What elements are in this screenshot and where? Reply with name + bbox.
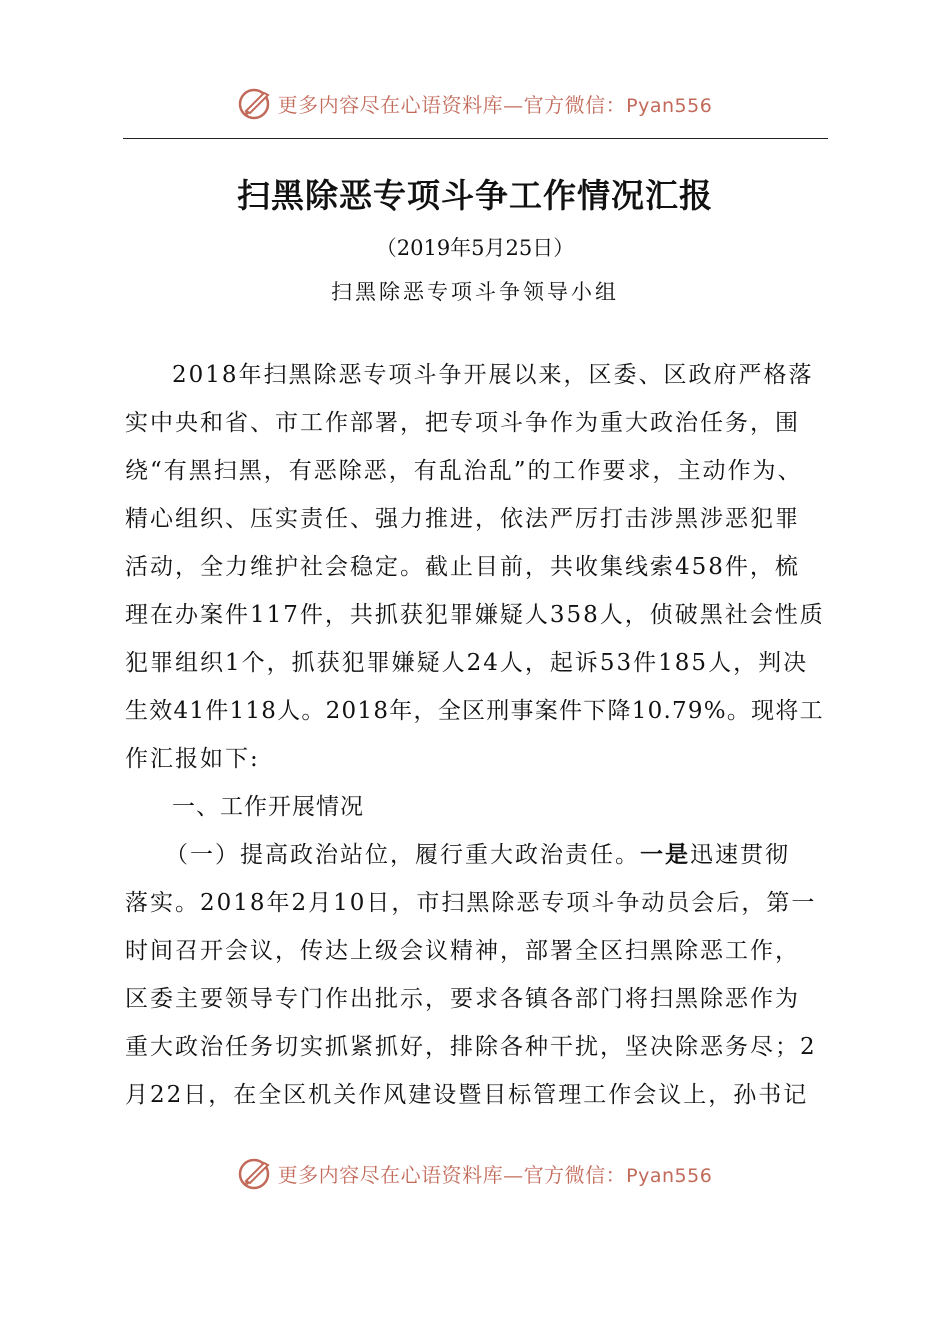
watermark-header (0, 83, 950, 123)
paragraph-line: 犯罪组织1个，抓获犯罪嫌疑人24人，起诉53件185人，判决 (125, 650, 809, 676)
document-title: 扫黑除恶专项斗争工作情况汇报 (237, 176, 713, 215)
paragraph-line: 作汇报如下: (125, 746, 260, 772)
paragraph-line: 2018年扫黑除恶专项斗争开展以来，区委、区政府严格落 (172, 362, 814, 388)
pen-logo-icon (238, 1155, 274, 1191)
header-divider (123, 138, 828, 139)
watermark-text: 更多内容尽在心语资料库—官方微信：Pyan556 (277, 1162, 713, 1187)
paragraph-line: 区委主要领导专门作出批示，要求各镇各部门将扫黑除恶作为 (125, 986, 800, 1012)
watermark-id: Pyan556 (626, 1164, 713, 1187)
paragraph-line: 生效41件118人。2018年，全区刑事案件下降10.79%。现将工 (125, 698, 824, 724)
paragraph-line: 落实。2018年2月10日，市扫黑除恶专项斗争动员会后，第一 (125, 890, 817, 916)
paragraph-line: 绕“有黑扫黑，有恶除恶，有乱治乱”的工作要求，主动作为、 (125, 458, 803, 484)
subheading-bold-marker: 一是 (640, 841, 690, 868)
paragraph-line: 精心组织、压实责任、强力推进，依法严厉打击涉黑涉恶犯罪 (125, 506, 800, 532)
document-date: （2019年5月25日） (375, 236, 575, 260)
watermark-id: Pyan556 (626, 94, 713, 117)
paragraph-line: 活动，全力维护社会稳定。截止目前，共收集线索458件，梳 (125, 554, 800, 580)
subheading-title: （一）提高政治站位，履行重大政治责任。 (165, 842, 640, 868)
pen-logo-icon (238, 85, 274, 121)
paragraph-line: 时间召开会议，传达上级会议精神，部署全区扫黑除恶工作， (125, 938, 800, 964)
paragraph-line: 重大政治任务切实抓紧抓好，排除各种干扰，坚决除恶务尽；2 (125, 1034, 817, 1060)
watermark-text: 更多内容尽在心语资料库—官方微信：Pyan556 (277, 92, 713, 117)
subheading-continuation: 迅速贯彻 (690, 842, 790, 868)
document-organization: 扫黑除恶专项斗争领导小组 (331, 280, 619, 304)
watermark-footer (0, 1153, 950, 1193)
subheading-line (165, 836, 790, 869)
section-heading: 一、工作开展情况 (172, 794, 364, 820)
paragraph-line: 月22日，在全区机关作风建设暨目标管理工作会议上，孙书记 (125, 1082, 809, 1108)
paragraph-line: 实中央和省、市工作部署，把专项斗争作为重大政治任务，围 (125, 410, 800, 436)
paragraph-line: 理在办案件117件，共抓获犯罪嫌疑人358人，侦破黑社会性质 (125, 602, 825, 628)
